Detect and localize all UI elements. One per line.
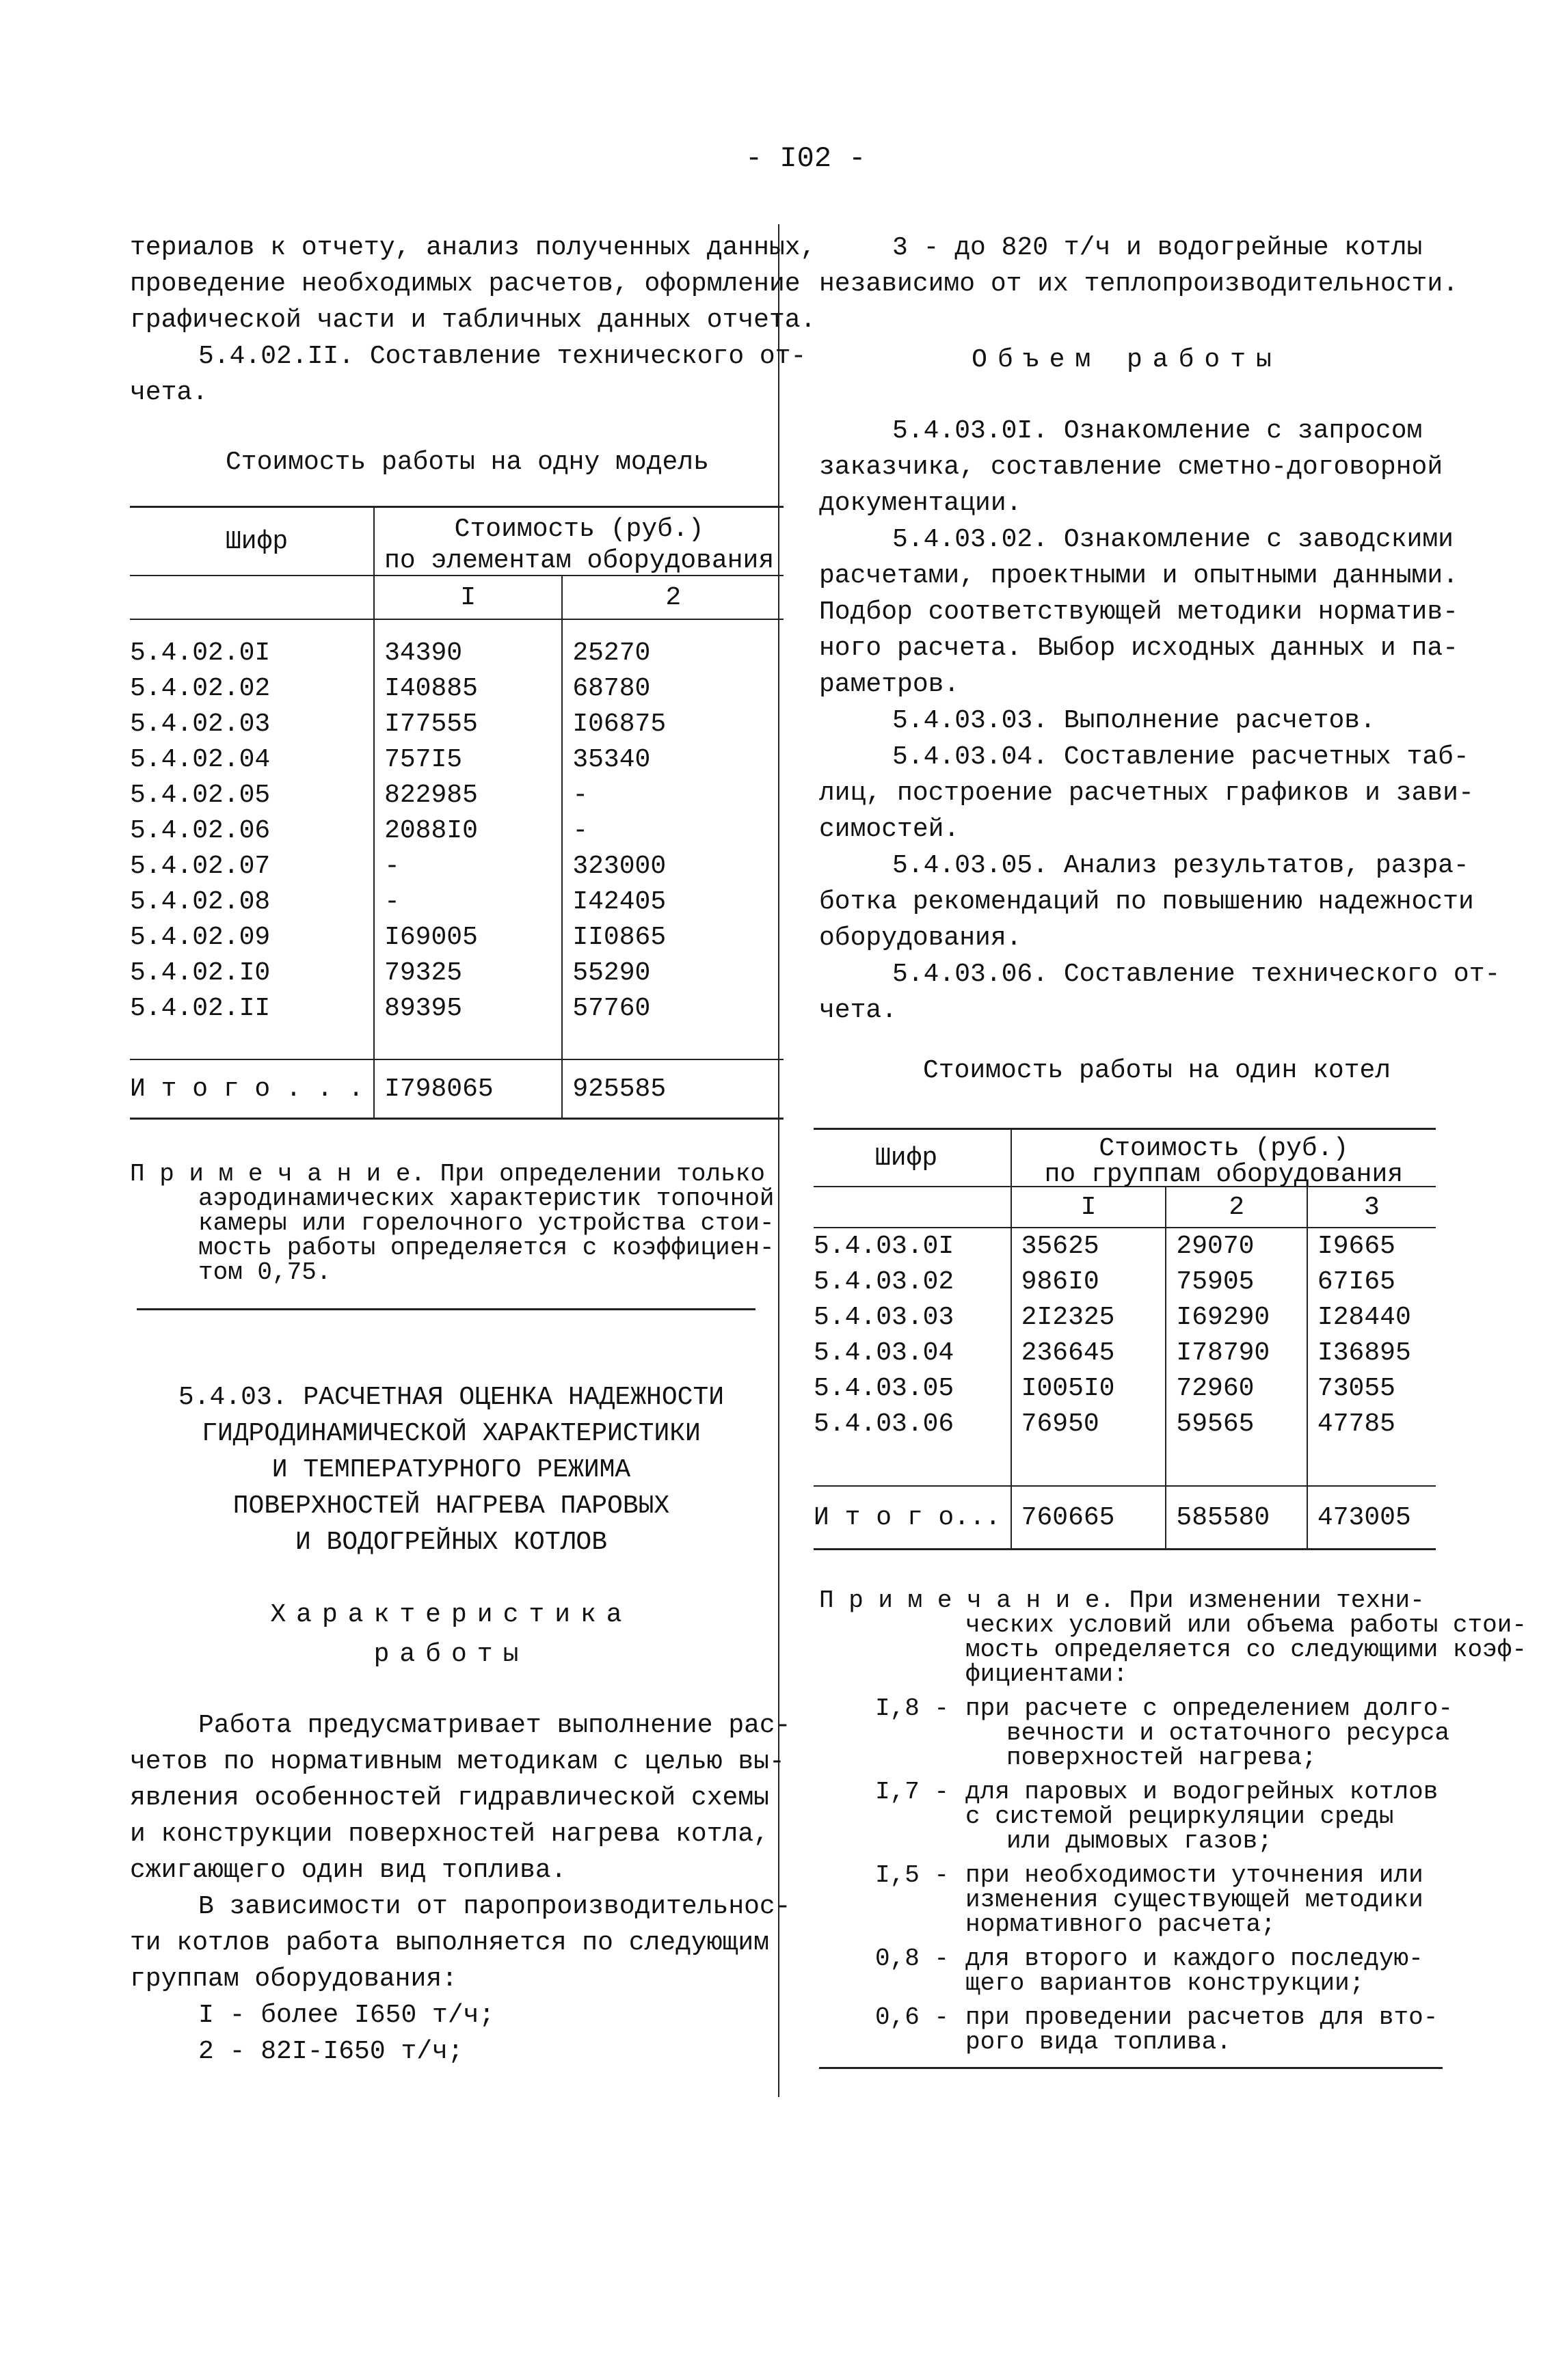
body-line: явления особенностей гидравлической схемы — [130, 1783, 769, 1813]
coefficient-line: щего вариантов конструкции; — [965, 1969, 1365, 1997]
row-cost-2: 35340 — [562, 742, 784, 777]
intro-line: графической части и табличных данных отчета. — [130, 306, 816, 335]
row-cost-2: I78790 — [1166, 1335, 1307, 1370]
row-code: 5.4.02.II — [130, 993, 271, 1023]
row-cost-1: 35625 — [1011, 1228, 1166, 1264]
subheading-characteristic: Характеристика — [270, 1600, 632, 1630]
page-number: - I02 - — [745, 142, 866, 175]
note-line: ческих условий или объема работы стои- — [965, 1611, 1527, 1639]
table-row — [814, 1406, 1436, 1442]
scope-line: чета. — [819, 996, 898, 1025]
total-cost-3: 473005 — [1307, 1486, 1436, 1550]
coefficient-line: или дымовых газов; — [1006, 1827, 1272, 1855]
note-line: фициентами: — [965, 1660, 1128, 1688]
row-cost-3: I36895 — [1307, 1335, 1436, 1370]
section-title-line: ПОВЕРХНОСТЕЙ НАГРЕВА ПАРОВЫХ — [232, 1491, 670, 1521]
row-cost-1: - — [374, 848, 562, 884]
coefficient-text — [965, 2005, 1438, 2055]
row-code: 5.4.03.0I — [814, 1231, 954, 1261]
row-cost-1: 76950 — [1011, 1406, 1166, 1442]
section-title-line: И ТЕМПЕРАТУРНОГО РЕЖИМА — [271, 1455, 631, 1485]
header-cost-line1: Стоимость (руб.) — [454, 515, 704, 544]
coefficient-text — [965, 1780, 1438, 1854]
table-row — [130, 848, 784, 884]
row-cost-3: 67I65 — [1307, 1264, 1436, 1299]
scope-line: Подбор соответствующей методики норматив- — [819, 597, 1458, 627]
row-code: 5.4.03.06 — [814, 1409, 954, 1439]
header-col-3: 3 — [1307, 1187, 1436, 1228]
row-code: 5.4.02.03 — [130, 709, 271, 739]
row-cost-2: - — [562, 813, 784, 848]
row-cost-1: I77555 — [374, 706, 562, 742]
coefficient-line: при необходимости уточнения или — [965, 1861, 1423, 1889]
table-row — [130, 955, 784, 990]
row-cost-2: 59565 — [1166, 1406, 1307, 1442]
coefficient-line: при расчете с определением долго- — [965, 1694, 1453, 1722]
scope-line: лиц, построение расчетных графиков и зави- — [819, 779, 1474, 808]
coefficient-line: для паровых и водогрейных котлов — [965, 1778, 1439, 1806]
intro-line: 5.4.02.II. Составление технического от- — [198, 342, 807, 371]
coefficient-dash: - — [934, 1778, 950, 1806]
table-title: Стоимость работы на одну модель — [226, 448, 709, 477]
table-row — [814, 1370, 1436, 1406]
note-line: аэродинамических характеристик топочной — [198, 1185, 775, 1213]
coefficient-text — [965, 1947, 1423, 1996]
coefficient-line: вечности и остаточного ресурса — [1006, 1719, 1450, 1747]
scope-line: оборудования. — [819, 923, 1022, 953]
row-code: 5.4.02.08 — [130, 887, 271, 917]
coefficient-line: при проведении расчетов для вто- — [965, 2003, 1439, 2031]
row-cost-2: 75905 — [1166, 1264, 1307, 1299]
coefficient-text — [965, 1863, 1423, 1937]
row-cost-2: I42405 — [562, 884, 784, 919]
coefficient-line: нормативного расчета; — [965, 1910, 1276, 1938]
row-code: 5.4.03.03 — [814, 1302, 954, 1332]
header-col-2: 2 — [1166, 1187, 1307, 1228]
row-cost-1: 2I2325 — [1011, 1299, 1166, 1335]
row-code: 5.4.03.05 — [814, 1373, 954, 1403]
header-col-2: 2 — [562, 576, 784, 619]
coefficient-line: рого вида топлива. — [965, 2028, 1231, 2056]
header-cost-line2: по элементам оборудования — [374, 547, 784, 576]
scope-heading: Объем работы — [972, 345, 1282, 375]
total-cost-2: 585580 — [1166, 1486, 1307, 1550]
coefficient-value: 0,6 — [875, 2003, 920, 2031]
coefficient-line: с системой рециркуляции среды — [965, 1802, 1394, 1830]
row-cost-2: 72960 — [1166, 1370, 1307, 1406]
row-code: 5.4.02.06 — [130, 815, 271, 846]
row-cost-3: 47785 — [1307, 1406, 1436, 1442]
cost-table-boiler — [814, 1128, 1436, 1550]
total-label: И т о г о . . . — [130, 1074, 364, 1104]
scope-line: ного расчета. Выбор исходных данных и па- — [819, 634, 1458, 663]
table-row — [130, 635, 784, 671]
coefficient-dash: - — [934, 1694, 950, 1722]
row-cost-2: I06875 — [562, 706, 784, 742]
body-line: Работа предусматривает выполнение рас- — [198, 1711, 791, 1740]
row-cost-3: I28440 — [1307, 1299, 1436, 1335]
total-cost-1: 760665 — [1011, 1486, 1166, 1550]
row-cost-1: I005I0 — [1011, 1370, 1166, 1406]
cost-table-model — [130, 506, 784, 1120]
row-cost-1: I40885 — [374, 671, 562, 706]
table-row — [130, 990, 784, 1026]
row-cost-2: 323000 — [562, 848, 784, 884]
scope-line: 5.4.03.06. Составление технического от- — [892, 960, 1501, 989]
row-cost-2: 57760 — [562, 990, 784, 1026]
note-line: П р и м е ч а н и е. При изменении техни- — [819, 1586, 1425, 1614]
coefficient-value: I,8 — [875, 1694, 920, 1722]
section-title-line: И ВОДОГРЕЙНЫХ КОТЛОВ — [295, 1528, 608, 1557]
table-row — [130, 813, 784, 848]
section-title-line: 5.4.03. РАСЧЕТНАЯ ОЦЕНКА НАДЕЖНОСТИ — [178, 1383, 725, 1412]
coefficient-line: поверхностей нагрева; — [1006, 1744, 1317, 1772]
body-line: сжигающего один вид топлива. — [130, 1856, 567, 1885]
total-cost-1: I798065 — [374, 1059, 562, 1119]
note-line: мость определяется со следующими коэф- — [965, 1636, 1527, 1664]
table-row — [130, 671, 784, 706]
intro-line: териалов к отчету, анализ полученных данных, — [130, 233, 816, 262]
row-cost-1: 79325 — [374, 955, 562, 990]
intro-line: 3 - до 820 т/ч и водогрейные котлы — [892, 233, 1423, 262]
note-line: мость работы определяется с коэффициен- — [198, 1234, 775, 1262]
table-row — [130, 884, 784, 919]
body-line: и конструкции поверхностей нагрева котла, — [130, 1820, 769, 1849]
row-code: 5.4.02.02 — [130, 673, 271, 703]
coefficient-text — [965, 1696, 1453, 1770]
table-row — [130, 706, 784, 742]
table-row — [814, 1299, 1436, 1335]
row-code: 5.4.02.05 — [130, 780, 271, 810]
total-cost-2: 925585 — [562, 1059, 784, 1119]
section-title-line: ГИДРОДИНАМИЧЕСКОЙ ХАРАКТЕРИСТИКИ — [202, 1419, 701, 1448]
body-line: I - более I650 т/ч; — [198, 2001, 495, 2030]
row-cost-1: I69005 — [374, 919, 562, 955]
header-cost — [374, 507, 784, 548]
note-line: П р и м е ч а н и е. При определении только — [130, 1160, 765, 1188]
scope-line: ботка рекомендаций по повышению надежности — [819, 887, 1474, 917]
row-code: 5.4.03.04 — [814, 1338, 954, 1368]
scope-line: 5.4.03.02. Ознакомление с заводскими — [892, 525, 1454, 554]
scope-line: заказчика, составление сметно-договорной — [819, 452, 1443, 482]
row-cost-2: I69290 — [1166, 1299, 1307, 1335]
body-line: В зависимости от паропроизводительнос- — [198, 1892, 791, 1921]
table-title: Стоимость работы на один котел — [923, 1056, 1391, 1085]
row-cost-1: 757I5 — [374, 742, 562, 777]
coefficient-line: для второго и каждого последую- — [965, 1945, 1423, 1973]
row-cost-2: II0865 — [562, 919, 784, 955]
row-code: 5.4.02.I0 — [130, 958, 271, 988]
intro-line: проведение необходимых расчетов, оформление — [130, 269, 801, 299]
scope-line: 5.4.03.0I. Ознакомление с запросом — [892, 416, 1423, 446]
note-line: камеры или горелочного устройства стои- — [198, 1209, 775, 1237]
row-cost-1: 34390 — [374, 635, 562, 671]
table-row — [814, 1264, 1436, 1299]
row-cost-1: 89395 — [374, 990, 562, 1026]
header-cost-line1: Стоимость (руб.) — [1011, 1129, 1436, 1165]
table-row — [130, 777, 784, 813]
coefficient-item — [875, 1778, 1439, 1855]
scope-line: расчетами, проектными и опытными данными. — [819, 561, 1458, 591]
table-row — [814, 1335, 1436, 1370]
row-cost-2: 29070 — [1166, 1228, 1307, 1264]
row-cost-1: - — [374, 884, 562, 919]
coefficient-value: I,7 — [875, 1778, 920, 1806]
scope-line: раметров. — [819, 670, 960, 699]
scope-line: 5.4.03.03. Выполнение расчетов. — [892, 706, 1376, 735]
coefficient-value: I,5 — [875, 1861, 920, 1889]
row-code: 5.4.03.02 — [814, 1267, 954, 1297]
intro-line: чета. — [130, 378, 209, 407]
row-code: 5.4.02.07 — [130, 851, 271, 881]
row-cost-1: 236645 — [1011, 1335, 1166, 1370]
subheading-work: работы — [373, 1640, 529, 1669]
row-cost-2: - — [562, 777, 784, 813]
coefficient-dash: - — [934, 1861, 950, 1889]
row-code: 5.4.02.09 — [130, 922, 271, 952]
note-rule — [819, 2067, 1443, 2069]
row-cost-1: 986I0 — [1011, 1264, 1166, 1299]
row-code: 5.4.02.04 — [130, 744, 271, 774]
body-line: ти котлов работа выполняется по следующим — [130, 1928, 769, 1958]
scope-line: 5.4.03.05. Анализ результатов, разра- — [892, 851, 1469, 880]
note-rule — [137, 1308, 755, 1310]
coefficient-dash: - — [934, 1945, 950, 1973]
scope-line: документации. — [819, 489, 1022, 518]
coefficient-value: 0,8 — [875, 1945, 920, 1973]
row-cost-2: 55290 — [562, 955, 784, 990]
coefficient-item — [875, 1945, 1423, 1997]
header-code: Шифр — [814, 1129, 1011, 1187]
scope-line: 5.4.03.04. Составление расчетных таб- — [892, 742, 1469, 772]
row-cost-3: I9665 — [1307, 1228, 1436, 1264]
scope-line: симостей. — [819, 815, 960, 844]
header-col-1: I — [1011, 1187, 1166, 1228]
row-cost-2: 68780 — [562, 671, 784, 706]
table-row — [130, 742, 784, 777]
row-code: 5.4.02.0I — [130, 638, 271, 668]
coefficient-item — [875, 1861, 1423, 1938]
row-cost-3: 73055 — [1307, 1370, 1436, 1406]
header-col-1: I — [374, 576, 562, 619]
row-cost-1: 822985 — [374, 777, 562, 813]
intro-line: независимо от их теплопроизводительности. — [819, 269, 1458, 299]
body-line: четов по нормативным методикам с целью вы- — [130, 1747, 785, 1776]
coefficient-dash: - — [934, 2003, 950, 2031]
row-cost-1: 2088I0 — [374, 813, 562, 848]
body-line: группам оборудования: — [130, 1964, 457, 1994]
coefficient-item — [875, 1694, 1453, 1772]
header-cost-line2: по группам оборудования — [1011, 1164, 1436, 1187]
coefficient-item — [875, 2003, 1439, 2056]
table-row — [814, 1228, 1436, 1264]
coefficient-line: изменения существующей методики — [965, 1886, 1423, 1914]
body-line: 2 - 82I-I650 т/ч; — [198, 2037, 464, 2066]
column-divider — [778, 224, 779, 2097]
row-cost-2: 25270 — [562, 635, 784, 671]
header-code: Шифр — [130, 507, 374, 576]
total-label: И т о г о... — [814, 1502, 1001, 1532]
note-line: том 0,75. — [198, 1258, 332, 1286]
table-row — [130, 919, 784, 955]
